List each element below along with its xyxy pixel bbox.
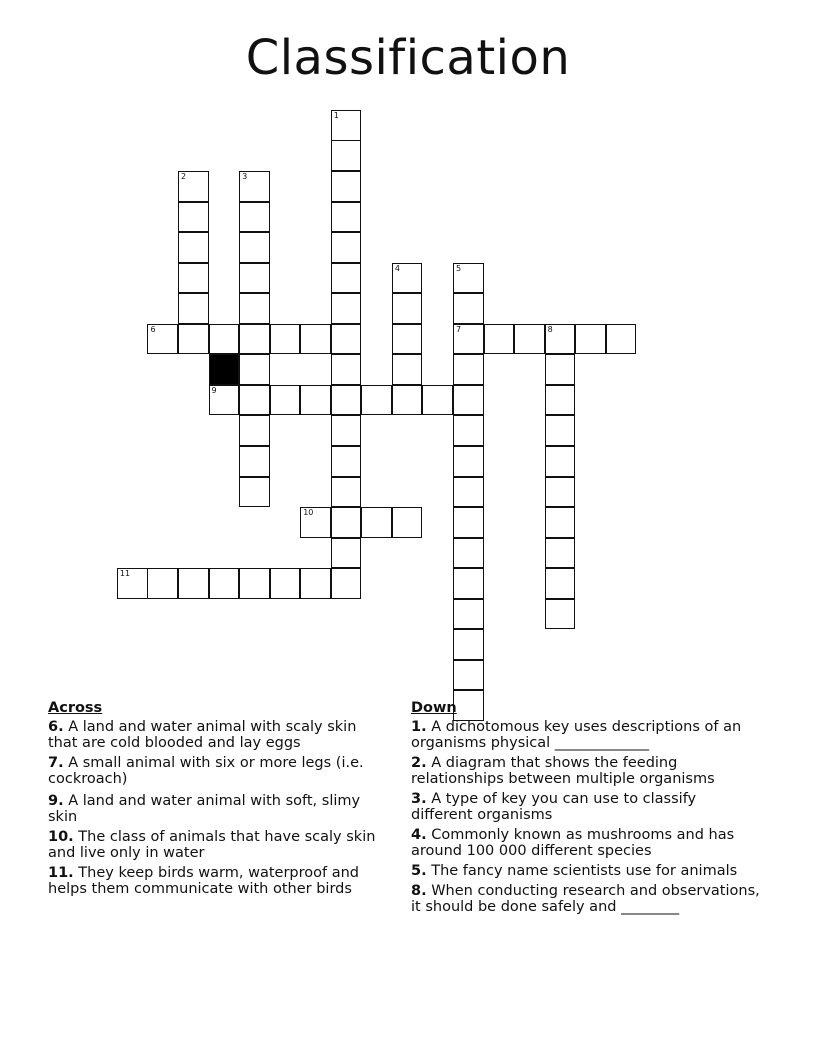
grid-cell[interactable] [239, 171, 270, 202]
grid-cell[interactable] [545, 446, 576, 477]
grid-cell[interactable] [422, 385, 453, 416]
clue-text: A small animal with six or more legs (i.e. cockroach) [48, 755, 364, 787]
grid-cell[interactable] [453, 324, 484, 355]
grid-cell[interactable] [392, 385, 423, 416]
grid-cell[interactable] [178, 171, 209, 202]
grid-cell[interactable] [545, 477, 576, 508]
clue-number: 11. [48, 865, 74, 881]
grid-cell[interactable] [361, 507, 392, 538]
grid-cell[interactable] [545, 599, 576, 630]
grid-cell[interactable] [453, 660, 484, 691]
grid-cell[interactable] [453, 599, 484, 630]
grid-cell[interactable] [178, 324, 209, 355]
grid-cell[interactable] [178, 263, 209, 294]
clue-across-11 [48, 865, 388, 897]
grid-cell[interactable] [239, 293, 270, 324]
across-heading: Across [48, 700, 103, 716]
grid-cell[interactable] [545, 538, 576, 569]
grid-cell[interactable] [178, 568, 209, 599]
grid-cell[interactable] [239, 232, 270, 263]
clue-number: 10. [48, 829, 74, 845]
grid-cell[interactable] [331, 171, 362, 202]
clue-text: The fancy name scientists use for animals [431, 863, 738, 879]
clue-text: A land and water animal with scaly skin that are cold blooded and lay eggs [48, 719, 357, 751]
grid-cell[interactable] [514, 324, 545, 355]
grid-cell[interactable] [331, 263, 362, 294]
grid-cell[interactable] [606, 324, 637, 355]
grid-cell[interactable] [453, 354, 484, 385]
grid-cell[interactable] [209, 385, 240, 416]
grid-cell[interactable] [300, 385, 331, 416]
grid-cell[interactable] [545, 354, 576, 385]
grid-cell[interactable] [209, 568, 240, 599]
cell-number: 11 [119, 569, 131, 579]
grid-cell[interactable] [453, 446, 484, 477]
grid-cell[interactable] [300, 507, 331, 538]
grid-cell[interactable] [453, 385, 484, 416]
clue-down-3 [411, 791, 761, 823]
grid-cell[interactable] [545, 324, 576, 355]
black-square [209, 354, 240, 385]
grid-cell[interactable] [453, 477, 484, 508]
grid-cell[interactable] [300, 324, 331, 355]
clue-number: 8. [411, 883, 427, 899]
grid-cell[interactable] [331, 477, 362, 508]
grid-cell[interactable] [331, 140, 362, 171]
clue-number: 3. [411, 791, 427, 807]
clue-across-9 [48, 793, 388, 825]
clue-down-8 [411, 883, 761, 915]
grid-cell[interactable] [239, 568, 270, 599]
clue-text: They keep birds warm, waterproof and helps them communicate with other birds [48, 865, 359, 897]
cell-number: 2 [181, 172, 187, 181]
grid-cell[interactable] [331, 232, 362, 263]
across-clues [48, 700, 388, 901]
grid-cell[interactable] [239, 415, 270, 446]
clue-text: When conducting research and observations, it should be done safely and ________ [411, 883, 760, 915]
grid-cell[interactable] [331, 415, 362, 446]
grid-cell[interactable] [147, 568, 178, 599]
grid-cell[interactable] [239, 263, 270, 294]
grid-cell[interactable] [331, 538, 362, 569]
grid-cell[interactable] [575, 324, 606, 355]
clue-number: 4. [411, 827, 427, 843]
grid-cell[interactable] [331, 354, 362, 385]
grid-cell[interactable] [239, 385, 270, 416]
clue-text: A type of key you can use to classify different organisms [411, 791, 697, 823]
clue-text: A diagram that shows the feeding relationships between multiple organisms [411, 755, 715, 787]
grid-cell[interactable] [239, 446, 270, 477]
grid-cell[interactable] [331, 568, 362, 599]
grid-cell[interactable] [331, 507, 362, 538]
grid-cell[interactable] [270, 568, 301, 599]
clue-down-5 [411, 863, 761, 879]
grid-cell[interactable] [392, 293, 423, 324]
cell-number: 1 [333, 110, 339, 120]
grid-cell[interactable] [484, 324, 515, 355]
grid-cell[interactable] [453, 629, 484, 660]
grid-cell[interactable] [331, 293, 362, 324]
cell-number: 8 [547, 324, 553, 334]
clue-text: Commonly known as mushrooms and has around 100 000 different species [411, 827, 735, 859]
clue-down-2 [411, 755, 761, 787]
grid-cell[interactable] [453, 538, 484, 569]
page-title: Classification [245, 30, 571, 86]
grid-cell[interactable] [545, 415, 576, 446]
grid-cell[interactable] [331, 110, 362, 141]
grid-cell[interactable] [331, 202, 362, 233]
grid-cell[interactable] [453, 263, 484, 294]
grid-cell[interactable] [392, 324, 423, 355]
grid-cell[interactable] [209, 324, 240, 355]
clue-number: 1. [411, 719, 427, 735]
grid-cell[interactable] [545, 385, 576, 416]
grid-cell[interactable] [239, 202, 270, 233]
clue-number: 5. [411, 863, 427, 879]
grid-cell[interactable] [178, 293, 209, 324]
cell-number: 5 [455, 263, 462, 273]
clue-text: A dichotomous key uses descriptions of an organisms physical _____________ [411, 719, 742, 751]
grid-cell[interactable] [392, 354, 423, 385]
grid-cell[interactable] [270, 324, 301, 355]
down-heading: Down [411, 700, 457, 716]
grid-cell[interactable] [117, 568, 148, 599]
clue-across-10 [48, 829, 388, 861]
grid-cell[interactable] [239, 324, 270, 355]
grid-cell[interactable] [361, 385, 392, 416]
cell-number: 4 [394, 263, 400, 273]
grid-cell[interactable] [453, 293, 484, 324]
cell-number: 10 [303, 508, 314, 518]
grid-cell[interactable] [545, 568, 576, 599]
clue-number: 7. [48, 755, 64, 771]
grid-cell[interactable] [331, 324, 362, 355]
cell-number: 6 [150, 324, 156, 334]
down-clues [411, 700, 761, 919]
clue-down-4 [411, 827, 761, 859]
grid-cell[interactable] [453, 507, 484, 538]
grid-cell[interactable] [545, 507, 576, 538]
clue-across-7 [48, 755, 388, 787]
grid-cell[interactable] [392, 263, 423, 294]
cell-number: 9 [211, 385, 217, 395]
grid-cell[interactable] [147, 324, 178, 355]
grid-cell[interactable] [178, 202, 209, 233]
grid-cell[interactable] [300, 568, 331, 599]
grid-cell[interactable] [331, 385, 362, 416]
clue-number: 2. [411, 755, 427, 771]
grid-cell[interactable] [178, 232, 209, 263]
grid-cell[interactable] [392, 507, 423, 538]
clue-across-6 [48, 719, 388, 751]
grid-cell[interactable] [239, 354, 270, 385]
clue-text: The class of animals that have scaly skin and live only in water [48, 829, 376, 861]
clue-text: A land and water animal with soft, slimy skin [48, 793, 361, 825]
cell-number: 7 [455, 324, 462, 334]
grid-cell[interactable] [270, 385, 301, 416]
clue-number: 9. [48, 793, 64, 809]
cell-number: 3 [242, 172, 248, 181]
grid-cell[interactable] [453, 415, 484, 446]
clue-number: 6. [48, 719, 64, 735]
grid-cell[interactable] [453, 568, 484, 599]
grid-cell[interactable] [331, 446, 362, 477]
grid-cell[interactable] [239, 477, 270, 508]
clue-down-1 [411, 719, 761, 751]
